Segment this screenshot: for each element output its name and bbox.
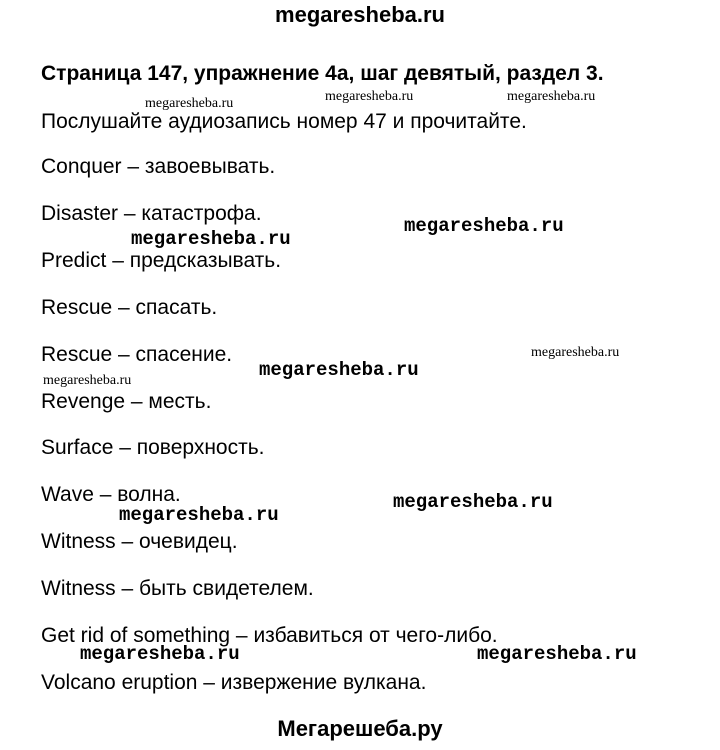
watermark: megaresheba.ru xyxy=(531,345,620,360)
vocab-line: Disaster – катастрофа. xyxy=(41,202,262,225)
site-footer: Мегарешеба.ру xyxy=(277,716,443,741)
watermark: megaresheba.ru xyxy=(145,96,234,111)
page-title: Страница 147, упражнение 4a, шаг девятый, раздел 3. xyxy=(41,62,604,85)
vocab-line: Witness – очевидец. xyxy=(41,530,238,553)
vocab-line: Surface – поверхность. xyxy=(41,436,265,459)
instruction-line: Послушайте аудиозапись номер 47 и прочитайте. xyxy=(41,110,527,133)
watermark: megaresheba.ru xyxy=(325,89,414,104)
watermark: megaresheba.ru xyxy=(404,215,564,237)
watermark: megaresheba.ru xyxy=(80,643,240,665)
vocab-line: Revenge – месть. xyxy=(41,390,212,413)
vocab-line: Get rid of something – избавиться от чего-либо. xyxy=(41,624,498,647)
watermark: megaresheba.ru xyxy=(393,491,553,513)
site-header: megaresheba.ru xyxy=(275,2,445,27)
vocab-line: Volcano eruption – извержение вулкана. xyxy=(41,671,427,694)
watermark: megaresheba.ru xyxy=(259,359,419,381)
vocab-line: Rescue – спасать. xyxy=(41,296,218,319)
vocab-line: Predict – предсказывать. xyxy=(41,249,282,272)
watermark: megaresheba.ru xyxy=(507,89,596,104)
vocab-line: Conquer – завоевывать. xyxy=(41,155,276,178)
watermark: megaresheba.ru xyxy=(477,643,637,665)
vocab-line: Wave – волна. xyxy=(41,483,181,506)
vocab-line: Rescue – спасение. xyxy=(41,343,233,366)
watermark: megaresheba.ru xyxy=(43,373,132,388)
watermark: megaresheba.ru xyxy=(131,228,291,250)
watermark: megaresheba.ru xyxy=(119,504,279,526)
vocab-line: Witness – быть свидетелем. xyxy=(41,577,314,600)
